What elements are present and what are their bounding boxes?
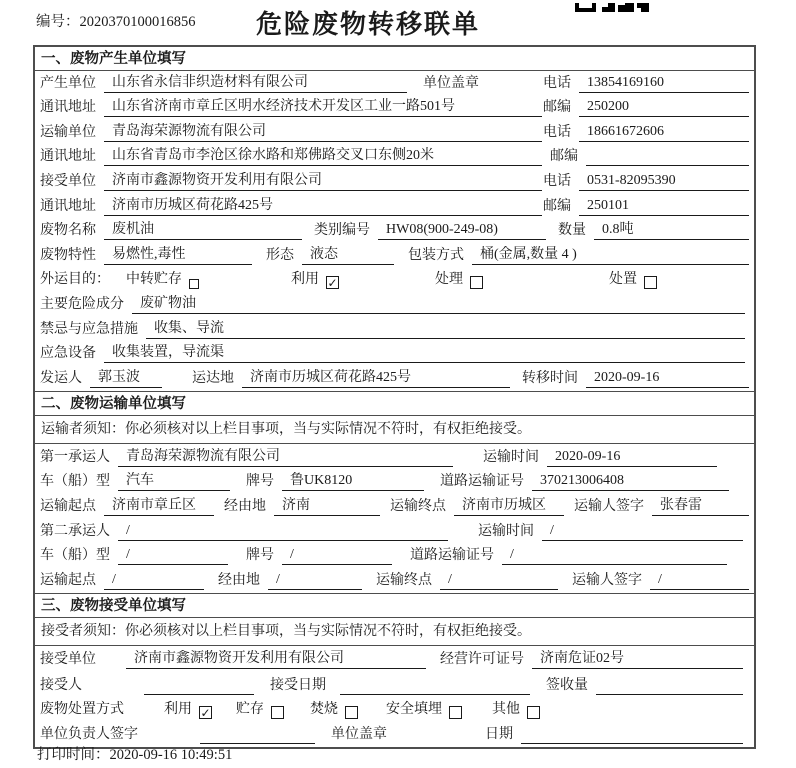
transporter-phone-value: 18661672606: [579, 123, 749, 142]
via-value: 济南: [274, 497, 380, 516]
transit-storage-checkbox: [189, 279, 199, 289]
row-route-2: [35, 568, 754, 593]
disposal-landfill-checkbox: [449, 706, 462, 719]
via-label: 经由地: [224, 498, 266, 514]
road-permit-value: 370213006408: [532, 472, 729, 491]
treat-checkbox: [470, 276, 483, 289]
plate-value: 鲁UK8120: [282, 472, 424, 491]
field-label: 禁忌与应急措施: [40, 321, 138, 337]
transporter-unit-value: 青岛海荣源物流有限公司: [104, 123, 542, 142]
option-utilize-label: 利用: [291, 272, 319, 288]
section-receiver-title: 三、废物接受单位填写: [35, 594, 754, 618]
second-carrier-value: /: [118, 522, 448, 541]
field-label: 主要危险成分: [40, 296, 124, 312]
generator-phone-value: 13854169160: [579, 74, 749, 93]
generator-postcode-value: 250200: [579, 98, 749, 117]
field-label: 产生单位: [40, 75, 96, 91]
print-time: [37, 743, 232, 764]
option-transit-storage-label: 中转贮存: [126, 272, 182, 288]
field-label: 应急设备: [40, 346, 96, 362]
terminus-2-value: /: [440, 571, 558, 590]
transporter-notice: 运输者须知：你必须核对以上栏目事项，当与实际情况不符时，有权拒绝接受。: [35, 416, 754, 444]
unit-seal-label: 单位盖章: [331, 726, 387, 742]
option-incinerate-label: 焚烧: [310, 702, 338, 718]
page-title: 危险废物转移联单: [255, 9, 480, 39]
license-number-label: 经营许可证号: [440, 651, 524, 667]
receive-date-value: [340, 677, 530, 695]
field-label: 通讯地址: [40, 100, 96, 116]
receiving-unit-value: 济南市鑫源物资开发利用有限公司: [126, 650, 426, 669]
category-code-label: 类别编号: [314, 223, 370, 239]
option-utilize-label: 利用: [164, 702, 192, 718]
receiver-postcode-value: 250101: [579, 197, 749, 216]
section-transporter: [35, 391, 754, 593]
generator-address-value: 山东省济南市章丘区明水经济技术开发区工业一路501号: [104, 98, 542, 117]
phone-label: 电话: [543, 124, 571, 140]
emergency-equipment-value: 收集装置，导流渠: [104, 344, 745, 363]
carrier-signature-value: 张春雷: [652, 497, 749, 516]
row-waste-name: [35, 219, 754, 244]
date-label: 日期: [485, 726, 513, 742]
transport-date-label: 运输时间: [483, 449, 539, 465]
row-receiver-unit: [35, 169, 754, 194]
receiver-address-value: 济南市历城区荷花路425号: [104, 197, 542, 216]
field-label: 接受单位: [40, 173, 96, 189]
transfer-purpose-label: 外运目的：: [40, 272, 110, 288]
serial-value: 2020370100016856: [79, 14, 196, 30]
option-other-label: 其他: [492, 702, 520, 718]
row-vehicle-1: [35, 470, 754, 495]
vehicle-type-2-value: /: [118, 546, 228, 565]
field-label: 废物名称: [40, 223, 96, 239]
receive-date-label: 接受日期: [270, 677, 326, 693]
destination-value: 济南市历城区荷花路425号: [242, 369, 510, 388]
terminus-value: 济南市历城区: [454, 497, 564, 516]
field-label: 车（船）型: [40, 474, 110, 490]
form-state-label: 形态: [266, 247, 294, 263]
row-transfer-purpose: [35, 268, 754, 293]
terminus-label: 运输终点: [390, 498, 446, 514]
qr-code-icon: [575, 0, 651, 18]
row-vehicle-2: [35, 544, 754, 569]
transport-date-label: 运输时间: [478, 523, 534, 539]
field-label: 第二承运人: [40, 523, 110, 539]
postcode-label: 邮编: [543, 100, 571, 116]
contraindications-value: 收集、导流: [146, 320, 745, 339]
road-permit-2-value: /: [502, 546, 727, 565]
section-generator-title: 一、废物产生单位填写: [35, 47, 754, 71]
plate-label: 牌号: [246, 548, 274, 564]
carrier-signature-label: 运输人签字: [572, 572, 642, 588]
via-2-value: /: [268, 571, 362, 590]
row-generator-unit: [35, 71, 754, 96]
generator-unit-value: 山东省永信非织造材料有限公司: [104, 74, 407, 93]
packaging-label: 包装方式: [408, 247, 464, 263]
main-hazard-value: 废矿物油: [132, 295, 745, 314]
section-receiver: [35, 593, 754, 747]
via-label: 经由地: [218, 572, 260, 588]
quantity-label: 数量: [558, 223, 586, 239]
receiver-unit-value: 济南市鑫源物资开发利用有限公司: [104, 172, 542, 191]
receiver-notice: 接受者须知：你必须核对以上栏目事项，当与实际情况不符时，有权拒绝接受。: [35, 618, 754, 646]
terminus-label: 运输终点: [376, 572, 432, 588]
field-label: 接受单位: [40, 651, 96, 667]
transfer-manifest-form: [33, 45, 756, 749]
vehicle-type-value: 汽车: [118, 472, 230, 491]
destination-label: 运达地: [192, 370, 234, 386]
plate-2-value: /: [282, 546, 392, 565]
transporter-postcode-value: [586, 148, 749, 166]
section-transporter-title: 二、废物运输单位填写: [35, 392, 754, 416]
row-disposal-method: [35, 698, 754, 723]
option-dispose-label: 处置: [609, 272, 637, 288]
row-waste-property: [35, 243, 754, 268]
row-recipient: [35, 672, 754, 698]
field-label: 发运人: [40, 370, 82, 386]
category-code-value: HW08(900-249-08): [378, 221, 546, 240]
quantity-value: 0.8吨: [594, 221, 749, 240]
row-main-hazard: [35, 292, 754, 317]
row-transporter-address: [35, 145, 754, 170]
transport-date-value: 2020-09-16: [547, 448, 717, 467]
row-generator-address: [35, 96, 754, 121]
row-emergency-equipment: [35, 342, 754, 367]
row-transporter-unit: [35, 120, 754, 145]
row-second-carrier: [35, 519, 754, 544]
phone-label: 电话: [543, 75, 571, 91]
carrier-signature-label: 运输人签字: [574, 498, 644, 514]
disposal-method-label: 废物处置方式: [40, 702, 124, 718]
postcode-label: 邮编: [543, 198, 571, 214]
origin-value: 济南市章丘区: [104, 497, 214, 516]
field-label: 车（船）型: [40, 548, 110, 564]
document-header: [0, 0, 796, 44]
waste-name-value: 废机油: [104, 221, 302, 240]
first-carrier-value: 青岛海荣源物流有限公司: [118, 448, 453, 467]
road-permit-label: 道路运输证号: [440, 474, 524, 490]
option-treat-label: 处理: [435, 272, 463, 288]
row-contraindications: [35, 317, 754, 342]
disposal-utilize-checkbox: ✓: [200, 706, 211, 721]
serial-label: 编号：: [36, 14, 80, 30]
option-store-label: 贮存: [236, 702, 264, 718]
print-time-label: 打印时间：: [37, 747, 110, 763]
date-value: [521, 726, 743, 744]
row-route-1: [35, 494, 754, 519]
carrier-signature-2-value: /: [650, 571, 749, 590]
field-label: 第一承运人: [40, 449, 110, 465]
waste-property-value: 易燃性,毒性: [104, 246, 252, 265]
row-consignor: [35, 366, 754, 391]
transport-date-2-value: /: [542, 522, 743, 541]
road-permit-label: 道路运输证号: [410, 548, 494, 564]
field-label: 运输单位: [40, 124, 96, 140]
plate-label: 牌号: [246, 474, 274, 490]
row-receiving-unit: [35, 646, 754, 672]
license-number-value: 济南危证02号: [532, 650, 743, 669]
field-label: 接受人: [40, 677, 82, 693]
field-label: 通讯地址: [40, 149, 96, 165]
dispose-checkbox: [644, 276, 657, 289]
recipient-value: [144, 677, 254, 695]
consignor-value: 郭玉波: [90, 369, 162, 388]
disposal-other-checkbox: [527, 706, 540, 719]
transporter-address-value: 山东省青岛市李沧区徐水路和郑佛路交叉口东侧20米: [104, 147, 542, 166]
utilize-checkbox: ✓: [327, 276, 338, 291]
row-first-carrier: [35, 444, 754, 470]
disposal-store-checkbox: [271, 706, 284, 719]
signed-quantity-label: 签收量: [546, 677, 588, 693]
section-generator: [35, 47, 754, 391]
signed-quantity-value: [596, 677, 743, 695]
field-label: 废物特性: [40, 247, 96, 263]
postcode-label: 邮编: [550, 149, 578, 165]
receiver-phone-value: 0531-82095390: [579, 172, 749, 191]
option-landfill-label: 安全填埋: [386, 702, 442, 718]
field-label: 通讯地址: [40, 198, 96, 214]
packaging-value: 桶(金属,数量 4 ): [472, 246, 749, 265]
field-label: 运输起点: [40, 572, 96, 588]
origin-2-value: /: [104, 571, 204, 590]
phone-label: 电话: [543, 173, 571, 189]
unit-seal-label: 单位盖章: [423, 75, 479, 91]
transfer-date-label: 转移时间: [522, 370, 578, 386]
field-label: 单位负责人签字: [40, 726, 138, 742]
disposal-incinerate-checkbox: [345, 706, 358, 719]
row-receiver-address: [35, 194, 754, 219]
transfer-date-value: 2020-09-16: [586, 369, 749, 388]
print-time-value: 2020-09-16 10:49:51: [109, 747, 233, 763]
form-state-value: 液态: [302, 246, 394, 265]
field-label: 运输起点: [40, 498, 96, 514]
responsible-signature-value: [200, 726, 315, 744]
